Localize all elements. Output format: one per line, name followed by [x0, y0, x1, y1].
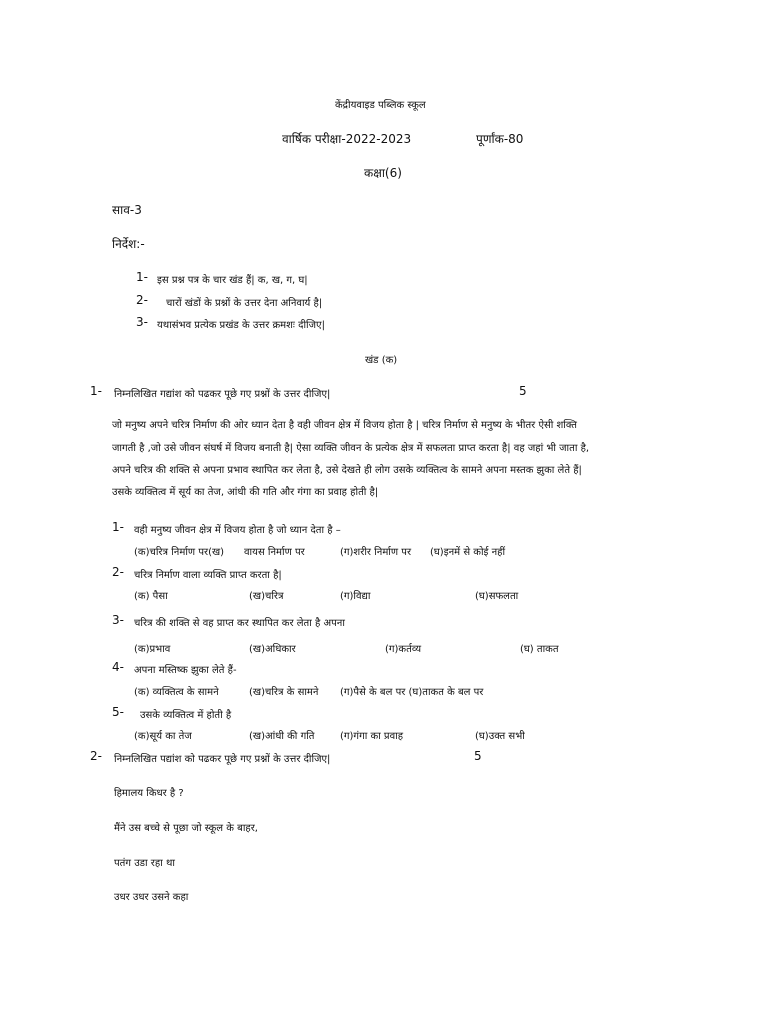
option: (क)चरित्र निर्माण पर(ख) — [134, 547, 225, 558]
option: (क)प्रभाव — [134, 644, 171, 655]
option: (ग)गंगा का प्रवाह — [340, 731, 404, 742]
passage-line: अपने चरित्र की शक्ति से अपना प्रभाव स्थापित कर लेता है, उसे देखते ही लोग उसके व्यक्तित्व के सामने अपना मस्तक झुका लेते हैं| — [112, 465, 582, 476]
instructions-title: निर्देश:- — [112, 237, 145, 251]
exam-title: वार्षिक परीक्षा-2022-2023 — [282, 132, 412, 146]
instruction-num: 1- — [136, 270, 148, 284]
option: (ग)विद्या — [340, 591, 371, 602]
option: (घ)उक्त सभी — [475, 731, 525, 742]
instruction-text: चारों खंडों के प्रश्नों के उत्तर देना अनिवार्य है| — [166, 298, 323, 309]
option: (ग)कर्तव्य — [385, 644, 422, 655]
question-text: निम्नलिखित पद्यांश को पढकर पूछे गए प्रश्नों के उत्तर दीजिए| — [114, 754, 331, 765]
question-text: निम्नलिखित गद्यांश को पढकर पूछे गए प्रश्नों के उत्तर दीजिए| — [114, 389, 331, 400]
subquestion-number: 5- — [112, 705, 124, 719]
school-name: केंद्रीयवाइड पब्लिक स्कूल — [335, 100, 426, 111]
question-number: 2- — [90, 749, 102, 763]
passage-line: उसके व्यक्तित्व में सूर्य का तेज, आंधी की गति और गंगा का प्रवाह होती है| — [112, 487, 379, 498]
subquestion-text: उसके व्यक्तित्व में होती है — [140, 710, 232, 721]
subquestion-text: वही मनुष्य जीवन क्षेत्र में विजय होता है जो ध्यान देता है – — [134, 525, 341, 536]
section-heading: खंड (क) — [365, 355, 398, 366]
option: (ख)आंधी की गति — [249, 731, 315, 742]
option: (घ)सफलता — [475, 591, 519, 602]
subquestion-number: 1- — [112, 520, 124, 534]
subject-label: साव-3 — [112, 203, 142, 217]
poem-line: पतंग उडा रहा था — [114, 858, 175, 869]
subquestion-text: चरित्र की शक्ति से वह प्राप्त कर स्थापित कर लेता है अपना — [134, 618, 345, 629]
option: वायस निर्माण पर — [244, 547, 305, 558]
subquestion-text: चरित्र निर्माण वाला व्यक्ति प्राप्त करता है| — [134, 570, 282, 581]
option: (घ)इनमें से कोई नहीं — [430, 547, 506, 558]
instruction-text: इस प्रश्न पत्र के चार खंड हैं| क, ख, ग, घ| — [157, 275, 308, 286]
question-marks: 5 — [519, 384, 527, 398]
option: (क) पैसा — [134, 591, 168, 602]
poem-line: मैंने उस बच्चे से पूछा जो स्कूल के बाहर, — [114, 823, 258, 834]
option: (क)सूर्य का तेज — [134, 731, 192, 742]
subquestion-number: 3- — [112, 613, 124, 627]
option: (ख)चरित्र — [249, 591, 284, 602]
subquestion-number: 2- — [112, 565, 124, 579]
passage-line: जो मनुष्य अपने चरित्र निर्माण की ओर ध्यान देता है वही जीवन क्षेत्र में विजय होता है | चरित्र निर्माण से मनुष्य के भीतर ऐसी शक्ति — [112, 420, 577, 431]
instruction-num: 2- — [136, 293, 148, 307]
option: (क) व्यक्तित्व के सामने — [134, 687, 219, 698]
total-marks: पूर्णांक-80 — [476, 132, 524, 146]
option: (ग)शरीर निर्माण पर — [340, 547, 412, 558]
option: (ख)अधिकार — [249, 644, 296, 655]
poem-line: उधर उधर उसने कहा — [114, 892, 189, 903]
option: (ग)पैसे के बल पर (घ)ताकत के बल पर — [340, 687, 484, 698]
instruction-num: 3- — [136, 315, 148, 329]
option: (ख)चरित्र के सामने — [249, 687, 319, 698]
subquestion-number: 4- — [112, 660, 124, 674]
poem-line: हिमालय किधर है ? — [114, 788, 184, 799]
option: (घ) ताकत — [520, 644, 559, 655]
subquestion-text: अपना मस्तिष्क झुका लेते हैं- — [134, 665, 237, 676]
instruction-text: यथासंभव प्रत्येक प्रखंड के उत्तर क्रमशः दीजिए| — [157, 320, 325, 331]
class-label: कक्षा(6) — [364, 166, 402, 180]
question-number: 1- — [90, 384, 102, 398]
question-marks: 5 — [474, 749, 482, 763]
passage-line: जागती है ,जो उसे जीवन संघर्ष में विजय बनाती है| ऐसा व्यक्ति जीवन के प्रत्येक क्षेत्र में सफलता प्राप्त करता है| वह जहां भी जाता है, — [112, 443, 590, 454]
